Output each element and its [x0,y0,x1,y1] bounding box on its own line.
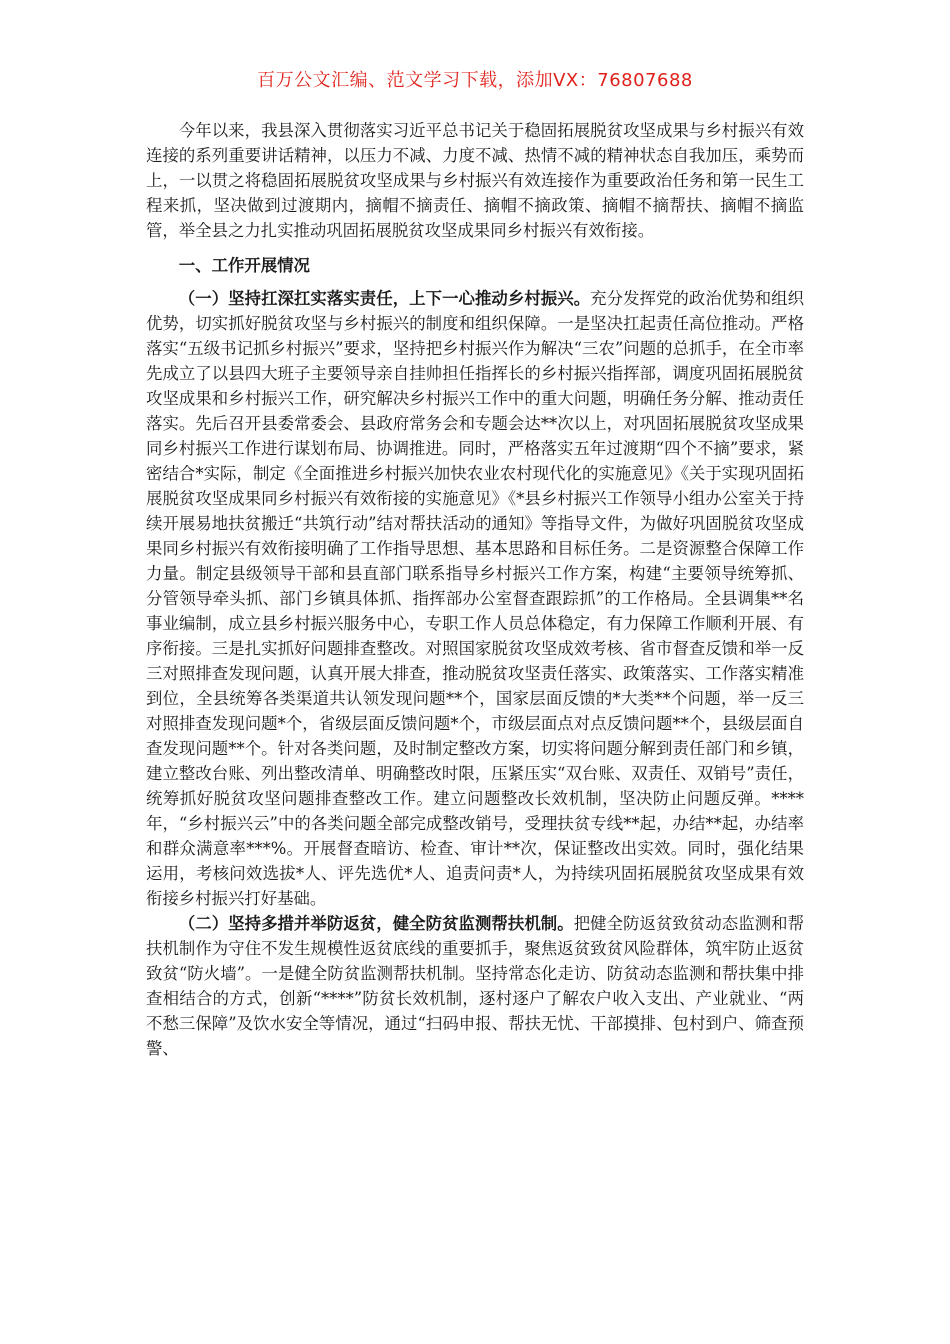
section-heading: 一、工作开展情况 [178,256,310,275]
subsection-2-body: 把健全防返贫致贫动态监测和帮扶机制作为守住不发生规模性返贫底线的重要抓手，聚焦返贫致贫风险群体，筑牢防止返贫致贫“防火墙”。一是健全防贫监测帮扶机制。坚持常态化走访、防贫动态监测和帮扶集中排查相结合的方式，创新“****”防贫长效机制，逐村逐户了解农户收入支出、产业就业、“两不愁三保障”及饮水安全等情况，通过“扫码申报、帮扶无忧、干部摸排、包村到户、筛查预警、 [146,914,804,1058]
download-banner: 百万公文汇编、范文学习下载，添加VX：76807688 [257,70,693,91]
subsection-1-lead: （一）坚持扛深扛实落实责任，上下一心推动乡村振兴。 [178,289,591,308]
subsection-2-paragraph [146,911,804,1061]
intro-paragraph: 今年以来，我县深入贯彻落实习近平总书记关于稳固拓展脱贫攻坚成果与乡村振兴有效连接的系列重要讲话精神，以压力不减、力度不减、热情不减的精神状态自我加压，乘势而上，一以贯之将稳固拓展脱贫攻坚成果与乡村振兴有效连接作为重要政治任务和第一民生工程来抓，坚决做到过渡期内，摘帽不摘责任、摘帽不摘政策、摘帽不摘帮扶、摘帽不摘监管，举全县之力扎实推动巩固拓展脱贫攻坚成果同乡村振兴有效衔接。 [146,121,804,240]
subsection-1-body: 充分发挥党的政治优势和组织优势，切实抓好脱贫攻坚与乡村振兴的制度和组织保障。一是坚决扛起责任高位推动。严格落实“五级书记抓乡村振兴”要求，坚持把乡村振兴作为解决“三农”问题的总抓手，在全市率先成立了以县四大班子主要领导亲自挂帅担任指挥长的乡村振兴指挥部，调度巩固拓展脱贫攻坚成果和乡村振兴工作，研究解决乡村振兴工作中的重大问题，明确任务分解、推动责任落实。先后召开县委常委会、县政府常务会和专题会达**次以上，对巩固拓展脱贫攻坚成果同乡村振兴工作进行谋划布局、协调推进。同时，严格落实五年过渡期“四个不摘”要求，紧密结合*实际，制定《全面推进乡村振兴加快农业农村现代化的实施意见》《关于实现巩固拓展脱贫攻坚成果同乡村振兴有效衔接的实施意见》《*县乡村振兴工作领导小组办公室关于持续开展易地扶贫搬迁“共筑行动”结对帮扶活动的通知》等指导文件，为做好巩固脱贫攻坚成果同乡村振兴有效衔接明确了工作指导思想、基本思路和目标任务。二是资源整合保障工作力量。制定县级领导干部和县直部门联系指导乡村振兴工作方案，构建“主要领导统筹抓、分管领导牵头抓、部门乡镇具体抓、指挥部办公室督查跟踪抓”的工作格局。全县调集**名事业编制，成立县乡村振兴服务中心，专职工作人员总体稳定，有力保障工作顺利开展、有序衔接。三是扎实抓好问题排查整改。对照国家脱贫攻坚成效考核、省市督查反馈和举一反三对照排查发现问题，认真开展大排查，推动脱贫攻坚责任落实、政策落实、工作落实精准到位，全县统筹各类渠道共认领发现问题**个，国家层面反馈的*大类**个问题，举一反三对照排查发现问题*个，省级层面反馈问题*个，市级层面点对点反馈问题**个，县级层面自查发现问题**个。针对各类问题，及时制定整改方案，切实将问题分解到责任部门和乡镇，建立整改台账、列出整改清单、明确整改时限，压紧压实“双台账、双责任、双销号”责任，统筹抓好脱贫攻坚问题排查整改工作。建立问题整改长效机制，坚决防止问题反弹。****年，“乡村振兴云”中的各类问题全部完成整改销号，受理扶贫专线**起，办结**起，办结率和群众满意率***%。开展督查暗访、检查、审计**次，保证整改出实效。同时，强化结果运用，考核问效选拔*人、评先选优*人、追责问责*人，为持续巩固拓展脱贫攻坚成果有效衔接乡村振兴打好基础。 [146,289,804,908]
subsection-1-paragraph [146,286,804,911]
subsection-2-lead: （二）坚持多措并举防返贫，健全防贫监测帮扶机制。 [178,914,574,933]
